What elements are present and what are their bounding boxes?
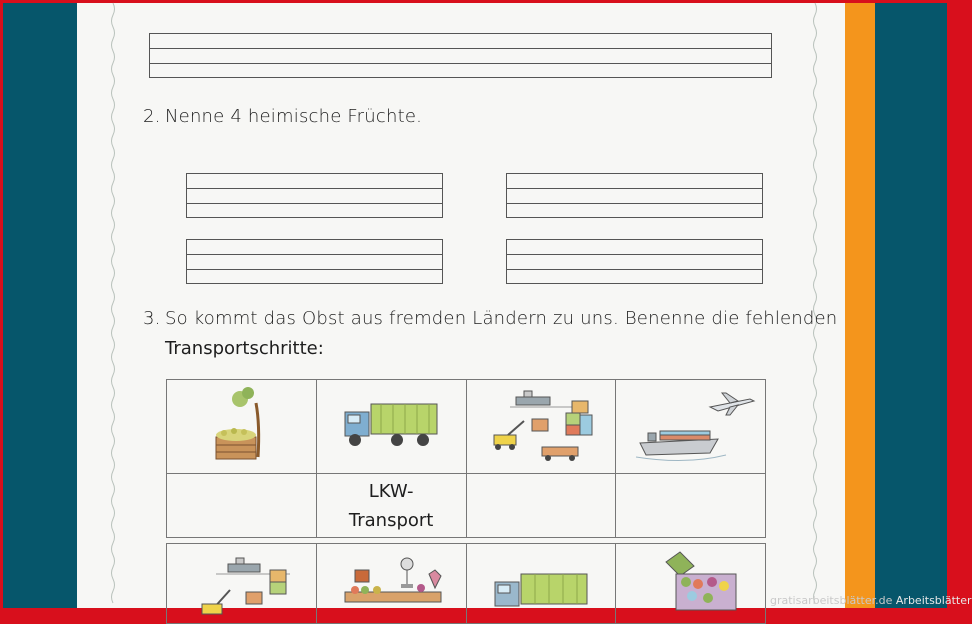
label-cell — [316, 474, 466, 538]
wavy-border-right — [811, 3, 819, 608]
transport-table-1 — [166, 379, 766, 538]
apple-tree-harvest-icon — [206, 385, 276, 465]
answer-lines-task1[interactable] — [149, 33, 772, 78]
answer-lines-fruit-3[interactable] — [186, 239, 443, 284]
truck-icon — [341, 400, 441, 450]
label-cell-empty[interactable] — [167, 474, 317, 538]
task-3-line2: Transportschritte: — [165, 338, 324, 359]
task-2-question — [143, 106, 422, 127]
picture-cell — [167, 380, 317, 474]
answer-lines-fruit-1[interactable] — [186, 173, 443, 218]
watermark-site: gratisarbeitsblätter.de — [770, 594, 893, 607]
orange-stripe — [845, 3, 875, 608]
transport-table-2 — [166, 543, 766, 624]
label-cell-empty[interactable] — [466, 474, 616, 538]
picture-cell — [167, 544, 317, 624]
worksheet-page — [77, 3, 845, 608]
picture-cell — [466, 380, 616, 474]
watermark — [770, 594, 972, 607]
picture-cell — [316, 544, 466, 624]
frame — [3, 3, 947, 608]
truck-icon — [491, 544, 591, 614]
task-2-number: 2. — [143, 106, 161, 127]
container-port-icon — [186, 544, 296, 614]
fruit-boxes-icon — [636, 544, 746, 614]
truck-transport-label-line1: LKW- — [368, 480, 414, 502]
container-port-icon — [486, 385, 596, 465]
task-3-line1: So kommt das Obst aus fremden Ländern zu uns. Benenne die fehlenden — [165, 308, 838, 329]
watermark-label: Arbeitsblätter — [895, 594, 972, 607]
picture-cell — [316, 380, 466, 474]
answer-lines-fruit-4[interactable] — [506, 239, 763, 284]
answer-lines-fruit-2[interactable] — [506, 173, 763, 218]
airplane-ship-icon — [626, 385, 756, 465]
picture-cell — [616, 380, 766, 474]
picture-cell — [616, 544, 766, 624]
task-2-text: Nenne 4 heimische Früchte. — [165, 106, 423, 127]
task-3-number: 3. — [143, 308, 161, 329]
market-stall-icon — [331, 544, 451, 614]
truck-transport-label-line2: Transport — [348, 509, 434, 531]
task-3-question — [143, 308, 837, 329]
picture-cell — [466, 544, 616, 624]
teal-stripe-right — [875, 3, 947, 608]
label-cell-empty[interactable] — [616, 474, 766, 538]
wavy-border-left — [109, 3, 117, 608]
